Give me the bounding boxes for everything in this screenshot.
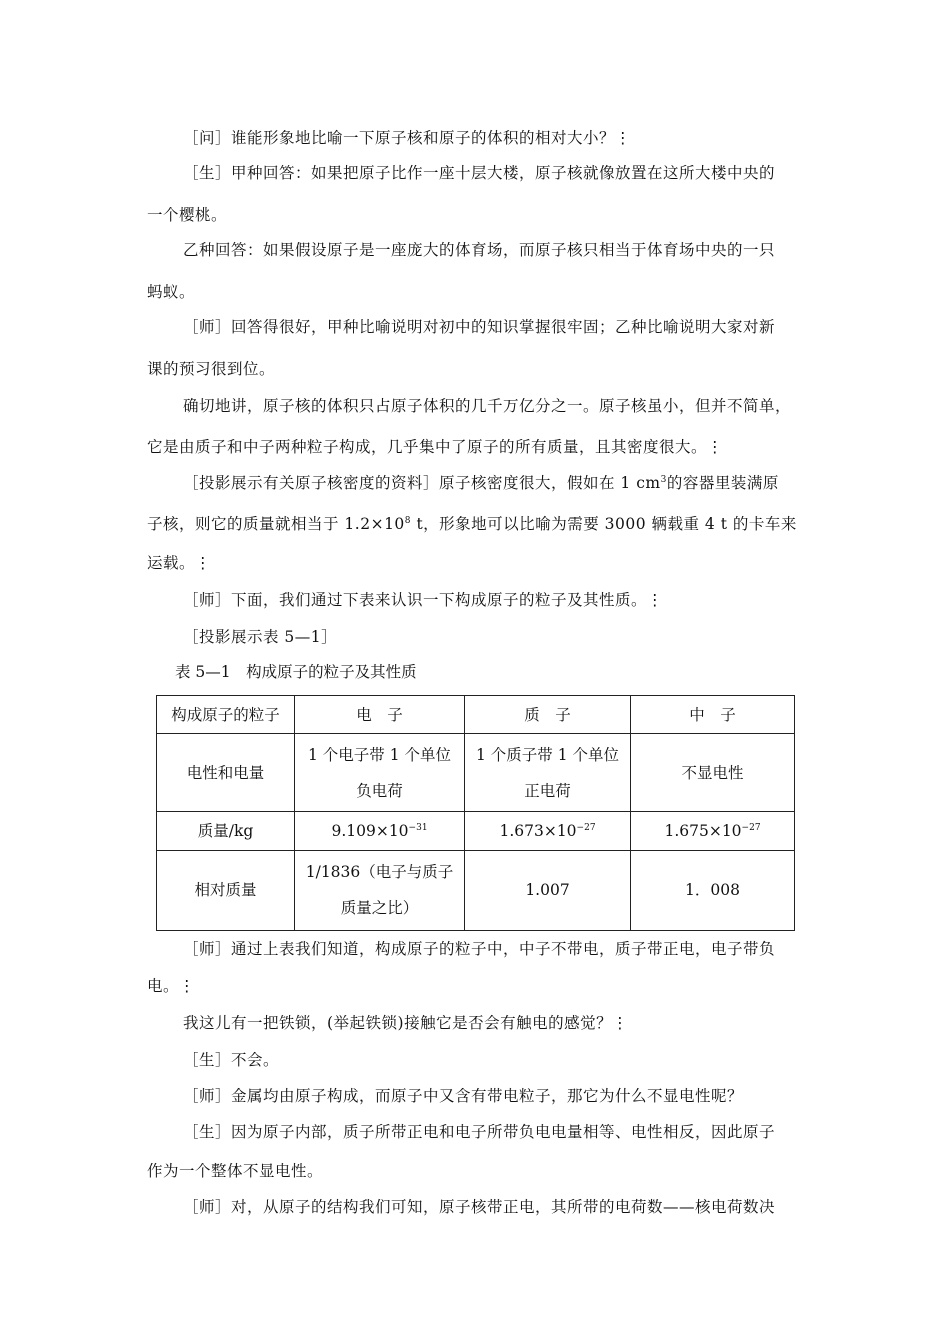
table-header-cell: 电 子	[295, 696, 465, 734]
table-row	[157, 734, 795, 812]
paragraph-line: 一个樱桃。	[147, 206, 228, 224]
table-header-cell: 构成原子的粒子	[157, 696, 295, 734]
table-header-cell: 质 子	[465, 696, 631, 734]
paragraph-line: ［师］下面，我们通过下表来认识一下构成原子的粒子及其性质。⋮	[183, 591, 664, 609]
cell-text: 1.675×10	[664, 822, 742, 841]
cell-text: 9.109×10	[331, 822, 409, 841]
paragraph-line: 蚂蚁。	[147, 283, 196, 301]
superscript: 3	[660, 475, 667, 485]
table-cell: 不显电性	[631, 734, 795, 812]
table-header-cell: 中 子	[631, 696, 795, 734]
paragraph-line: 它是由质子和中子两种粒子构成，几乎集中了原子的所有质量，且其密度很大。⋮	[147, 438, 724, 456]
table-cell	[465, 812, 631, 850]
cell-line: 1/1836（电子与质子	[305, 863, 454, 882]
table-cell	[295, 812, 465, 850]
paragraph-line: ［师］通过上表我们知道，构成原子的粒子中，中子不带电，质子带正电，电子带负	[183, 940, 776, 958]
table-caption: 表 5—1 构成原子的粒子及其性质	[175, 663, 417, 681]
table-row	[157, 812, 795, 850]
paragraph-line: ［生］不会。	[183, 1051, 280, 1069]
cell-line: 质量之比）	[340, 899, 419, 918]
paragraph-line: ［投影展示表 5—1］	[183, 628, 338, 646]
paragraph-line: ［生］甲种回答：如果把原子比作一座十层大楼，原子核就像放置在这所大楼中央的	[183, 164, 776, 182]
row-label: 相对质量	[157, 850, 295, 930]
paragraph-line: ［师］回答得很好，甲种比喻说明对初中的知识掌握很牢固；乙种比喻说明大家对新	[183, 318, 776, 336]
table-cell	[295, 734, 465, 812]
table-cell	[295, 850, 465, 930]
paragraph-line: 确切地讲，原子核的体积只占原子体积的几千万亿分之一。原子核虽小，但并不简单，	[183, 397, 792, 415]
text-fragment: t，形象地可以比喻为需要 3000 辆载重 4 t 的卡车来	[411, 515, 797, 533]
paragraph-line: 课的预习很到位。	[147, 360, 276, 378]
superscript: −31	[408, 823, 428, 834]
paragraph-line: 作为一个整体不显电性。	[147, 1162, 324, 1180]
paragraph-line: ［师］金属均由原子构成，而原子中又含有带电粒子，那它为什么不显电性呢？	[183, 1087, 744, 1105]
text-fragment: ［投影展示有关原子核密度的资料］原子核密度很大，假如在 1 cm	[183, 474, 661, 492]
text-fragment: 子核，则它的质量就相当于 1.2×10	[147, 515, 405, 533]
superscript: 8	[404, 516, 412, 526]
table-row	[157, 850, 795, 930]
table-cell: 1.007	[465, 850, 631, 930]
row-label: 电性和电量	[157, 734, 295, 812]
paragraph-line: 我这儿有一把铁锁，(举起铁锁)接触它是否会有触电的感觉？⋮	[183, 1014, 629, 1032]
cell-line: 正电荷	[524, 781, 571, 800]
table-cell	[631, 812, 795, 850]
particle-properties-table	[156, 695, 795, 931]
paragraph-line: 运载。⋮	[147, 554, 212, 572]
table-cell	[465, 734, 631, 812]
paragraph-line	[183, 473, 779, 493]
paragraph-line: ［问］谁能形象地比喻一下原子核和原子的体积的相对大小？⋮	[183, 129, 632, 147]
table-header-row	[157, 696, 795, 734]
cell-text: 1.673×10	[499, 822, 577, 841]
cell-line: 负电荷	[356, 781, 403, 800]
row-label: 质量/kg	[157, 812, 295, 850]
superscript: −27	[741, 823, 761, 834]
paragraph-line: 乙种回答：如果假设原子是一座庞大的体育场，而原子核只相当于体育场中央的一只	[183, 241, 776, 259]
paragraph-line: ［生］因为原子内部，质子所带正电和电子所带负电电量相等、电性相反，因此原子	[183, 1123, 776, 1141]
table-cell: 1．008	[631, 850, 795, 930]
cell-line: 1 个质子带 1 个单位	[475, 745, 619, 764]
paragraph-line: 电。⋮	[147, 977, 196, 995]
paragraph-line	[147, 514, 797, 534]
paragraph-line: ［师］对，从原子的结构我们可知，原子核带正电，其所带的电荷数——核电荷数决	[183, 1198, 776, 1216]
cell-line: 1 个电子带 1 个单位	[307, 745, 451, 764]
superscript: −27	[576, 823, 596, 834]
text-fragment: 的容器里装满原	[666, 474, 779, 492]
